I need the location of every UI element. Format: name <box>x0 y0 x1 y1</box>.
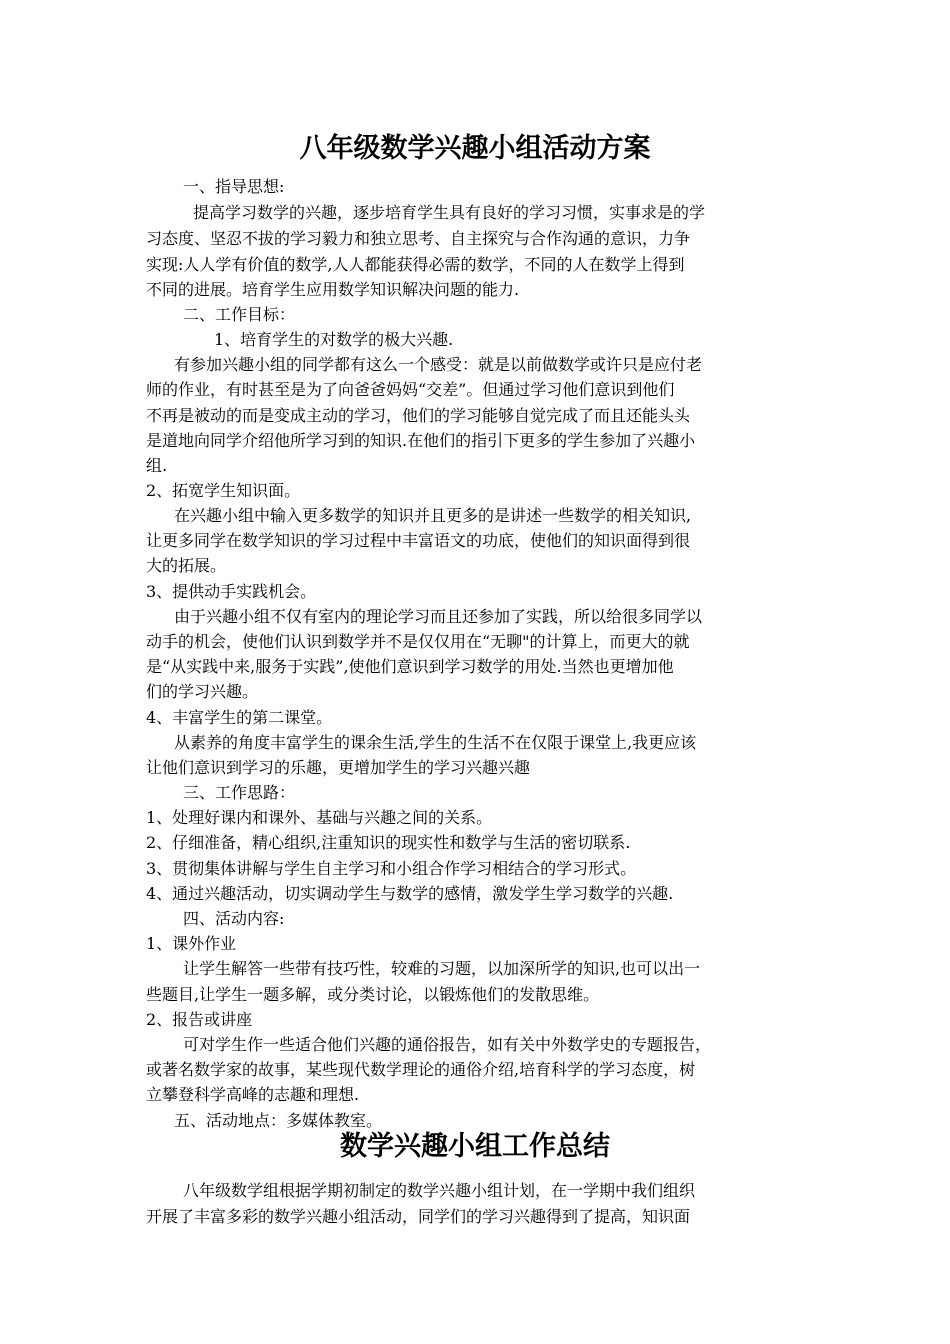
paragraph-line: 让更多同学在数学知识的学习过程中丰富语文的功底，使他们的知识面得到很 <box>146 531 691 550</box>
paragraph-line: 让学生解答一些带有技巧性，较难的习题，以加深所学的知识,也可以出一 <box>183 959 701 978</box>
subheading: 1、培育学生的对数学的极大兴趣. <box>214 330 454 349</box>
paragraph-line: 们的学习兴趣。 <box>146 682 259 701</box>
subheading: 2、报告或讲座 <box>146 1010 253 1029</box>
list-item: 4、通过兴趣活动，切实调动学生与数学的感情，激发学生学习数学的兴趣. <box>146 884 674 903</box>
subheading: 1、课外作业 <box>146 934 237 953</box>
list-item: 2、仔细准备，精心组织,注重知识的现实性和数学与生活的密切联系. <box>146 833 631 852</box>
paragraph-line: 是道地向同学介绍他所学习到的知识.在他们的指引下更多的学生参加了兴趣小 <box>146 431 696 450</box>
paragraph-line: 师的作业，有时甚至是为了向爸爸妈妈“交差”。但通过学习他们意识到他们 <box>146 380 675 399</box>
paragraph-line: 些题目,让学生一题多解，或分类讨论，以锻炼他们的发散思维。 <box>146 985 600 1004</box>
section-heading-1: 一、指导思想: <box>183 177 285 196</box>
section-heading-4: 四、活动内容: <box>183 909 285 928</box>
paragraph-line: 提高学习数学的兴趣，逐步培育学生具有良好的学习习惯，实事求是的学 <box>193 203 706 222</box>
paragraph-line: 可对学生作一些适合他们兴趣的通俗报告，如有关中外数学史的专题报告， <box>183 1035 712 1054</box>
paragraph-line: 不再是被动的而是变成主动的学习，他们的学习能够自觉完成了而且还能头头 <box>146 406 691 425</box>
paragraph-line: 是“从实践中来,服务于实践”,使他们意识到学习数学的用处.当然也更增加他 <box>146 657 674 676</box>
paragraph-line: 让他们意识到学习的乐趣，更增加学生的学习兴趣兴趣 <box>146 758 531 777</box>
subheading: 3、提供动手实践机会。 <box>146 582 317 601</box>
list-item: 1、处理好课内和课外、基础与兴趣之间的关系。 <box>146 808 493 827</box>
paragraph-line: 在兴趣小组中输入更多数学的知识并且更多的是讲述一些数学的相关知识, <box>174 506 692 525</box>
section-heading-2: 二、工作目标： <box>183 305 296 324</box>
paragraph-line: 八年级数学组根据学期初制定的数学兴趣小组计划，在一学期中我们组织 <box>183 1181 696 1200</box>
paragraph-line: 有参加兴趣小组的同学都有这么一个感受：就是以前做数学或许只是应付老 <box>174 355 703 374</box>
section-heading-3: 三、工作思路： <box>183 783 296 802</box>
document-title: 八年级数学兴趣小组活动方案 <box>299 133 651 164</box>
paragraph-line: 组. <box>146 456 168 475</box>
paragraph-line: 由于兴趣小组不仅有室内的理论学习而且还参加了实践，所以给很多同学以 <box>174 607 703 626</box>
subheading: 4、丰富学生的第二课堂。 <box>146 708 333 727</box>
paragraph-line: 大的拓展。 <box>146 556 227 575</box>
subheading: 2、拓宽学生知识面。 <box>146 481 301 500</box>
paragraph-line: 不同的进展。培育学生应用数学知识解决问题的能力. <box>146 280 520 299</box>
paragraph-line: 实现:人人学有价值的数学,人人都能获得必需的数学，不同的人在数学上得到 <box>146 255 685 274</box>
paragraph-line: 从素养的角度丰富学生的课余生活,学生的生活不在仅限于课堂上,我更应该 <box>174 733 697 752</box>
summary-title: 数学兴趣小组工作总结 <box>340 1131 610 1162</box>
paragraph-line: 开展了丰富多彩的数学兴趣小组活动，同学们的学习兴趣得到了提高，知识面 <box>146 1207 691 1226</box>
list-item: 3、贯彻集体讲解与学生自主学习和小组合作学习相结合的学习形式。 <box>146 859 637 878</box>
paragraph-line: 动手的机会，使他们认识到数学并不是仅仅用在“无聊"的计算上，而更大的就 <box>146 632 690 651</box>
paragraph-line: 或著名数学家的故事，某些现代数学理论的通俗介绍,培育科学的学习态度，树 <box>146 1060 696 1079</box>
section-heading-5: 五、活动地点：多媒体教室。 <box>174 1111 383 1130</box>
paragraph-line: 习态度、坚忍不拔的学习毅力和独立思考、自主探究与合作沟通的意识，力争 <box>146 229 691 248</box>
paragraph-line: 立攀登科学高峰的志趣和理想. <box>146 1085 360 1104</box>
